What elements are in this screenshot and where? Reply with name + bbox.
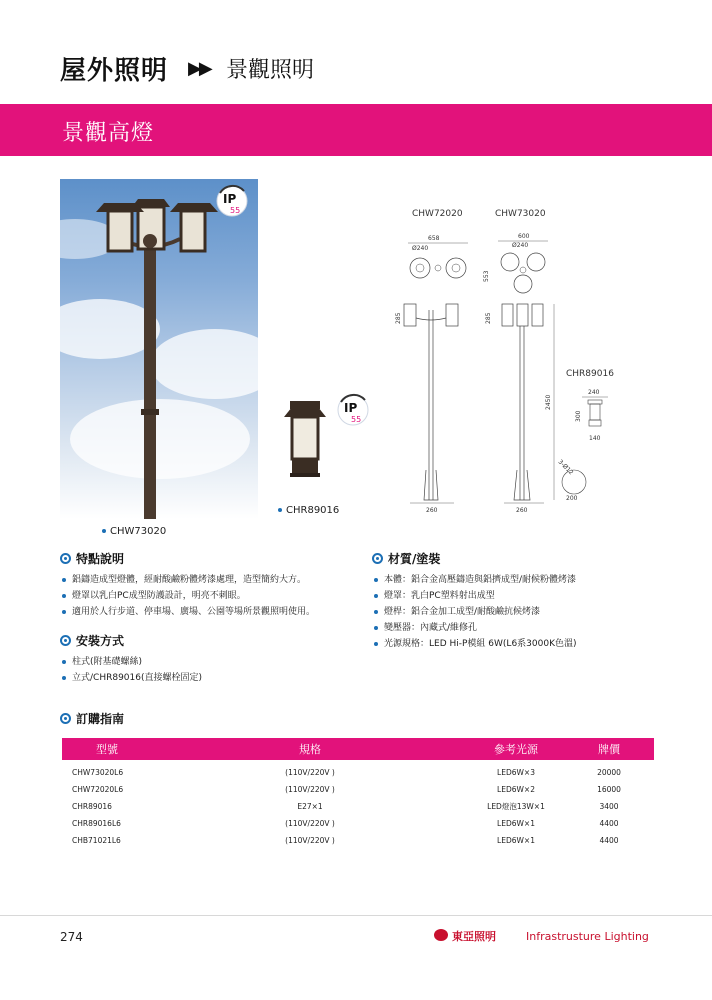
section-bullet-icon [60, 713, 71, 724]
dim-b-head: 285 [485, 312, 492, 324]
dim-height: 2450 [545, 394, 552, 410]
cell-price: 3400 [599, 802, 619, 811]
cell-price: 16000 [597, 785, 621, 794]
cell-spec: (110V/220V ) [285, 785, 335, 794]
dim-c-holes: 3-Ø12 [556, 458, 575, 477]
section-bullet-icon [60, 635, 71, 646]
dim-b-width: 600 [518, 233, 530, 240]
ip55-icon [335, 392, 371, 428]
cell-source: LED6W×1 [497, 819, 535, 828]
bullet-icon [62, 610, 66, 614]
install-list [62, 654, 362, 686]
cell-source: LED6W×2 [497, 785, 535, 794]
cell-source: LED燈泡13W×1 [487, 802, 545, 811]
cell-price: 4400 [599, 819, 619, 828]
cell-spec: (110V/220V ) [285, 836, 335, 845]
ip55-icon [214, 183, 250, 219]
svg-text:55: 55 [351, 415, 362, 424]
install-heading: 安裝方式 [60, 632, 124, 649]
bullet-icon [62, 660, 66, 664]
list-item: 柱式(附基礎螺絲) [62, 654, 362, 670]
dim-a-dia: Ø240 [412, 245, 429, 252]
svg-text:IP: IP [344, 401, 358, 415]
lamp-illustration [60, 179, 258, 519]
list-item: 燈桿：鋁合金加工成型/耐酸鹼抗候烤漆 [374, 604, 674, 620]
model-label-chw72020: CHW72020 [412, 209, 463, 219]
brand-logo-icon [434, 929, 448, 941]
footer-divider [0, 915, 712, 916]
bullet-icon [102, 529, 106, 533]
list-item: 本體：鋁合金高壓鑄造與鋁擠成型/耐候粉體烤漆 [374, 572, 674, 588]
list-item: 立式/CHR89016(直接螺栓固定) [62, 670, 362, 686]
dim-a-width: 658 [428, 235, 440, 242]
model-label-chr89016: CHR89016 [566, 369, 614, 379]
section-bullet-icon [372, 553, 383, 564]
dim-c-height: 300 [575, 410, 582, 422]
bullet-icon [374, 594, 378, 598]
materials-heading: 材質/塗裝 [372, 550, 440, 567]
table-row [62, 781, 654, 798]
svg-text:IP: IP [223, 192, 237, 206]
bullet-icon [62, 578, 66, 582]
brand-tagline: Infrastrusture Lighting [526, 930, 649, 943]
cell-model: CHR89016 [72, 802, 112, 811]
cell-model: CHB71021L6 [72, 836, 121, 845]
cell-spec: (110V/220V ) [285, 768, 335, 777]
photo-caption-text: CHW73020 [110, 526, 167, 537]
dim-b-dia: Ø240 [512, 242, 529, 249]
col-header-model: 型號 [62, 738, 152, 760]
cell-model: CHW72020L6 [72, 785, 124, 794]
cell-spec: (110V/220V ) [285, 819, 335, 828]
price-table [62, 738, 654, 849]
cell-source: LED6W×1 [497, 836, 535, 845]
features-list [62, 572, 362, 620]
cell-source: LED6W×3 [497, 768, 535, 777]
list-item: 燈罩：乳白PC塑料射出成型 [374, 588, 674, 604]
dim-c-body: 140 [589, 435, 601, 442]
col-header-spec: 規格 [152, 738, 468, 760]
dim-c-top: 240 [588, 389, 600, 396]
dim-a-base: 260 [426, 507, 438, 514]
brand-name: 東亞照明 [452, 930, 496, 943]
bullet-icon [62, 594, 66, 598]
breadcrumb-arrow-icon: ▶▶ [188, 58, 210, 79]
col-header-source: 參考光源 [468, 738, 564, 760]
list-item: 燈罩以乳白PC成型防護設計，明亮不刺眼。 [62, 588, 362, 604]
bullet-icon [374, 642, 378, 646]
bullet-icon [278, 508, 282, 512]
dim-b-base: 260 [516, 507, 528, 514]
materials-list [374, 572, 674, 652]
product-photo-chw73020 [60, 179, 258, 519]
list-item: 鋁鑄造成型燈體，經耐酸鹼粉體烤漆處理，造型簡約大方。 [62, 572, 362, 588]
svg-text:55: 55 [230, 206, 241, 215]
features-heading: 特點說明 [60, 550, 124, 567]
table-header-row [62, 738, 654, 760]
page-subcategory: 景觀照明 [226, 58, 315, 83]
page-category: 屋外照明 [60, 56, 169, 86]
cell-spec: E27×1 [297, 802, 323, 811]
table-row [62, 760, 654, 781]
table-row [62, 832, 654, 849]
page-number: 274 [60, 930, 83, 944]
col-header-price: 牌價 [564, 738, 654, 760]
cell-price: 4400 [599, 836, 619, 845]
table-row [62, 815, 654, 832]
table-row [62, 798, 654, 815]
photo-caption-text: CHR89016 [286, 505, 340, 516]
technical-drawing [390, 200, 650, 520]
order-heading: 訂購指南 [60, 710, 124, 727]
photo-caption-chw73020 [102, 526, 166, 537]
photo-caption-chr89016 [278, 505, 339, 516]
bullet-icon [374, 626, 378, 630]
list-item: 適用於人行步道、停車場、廣場、公園等場所景觀照明使用。 [62, 604, 362, 620]
dim-c-base: 200 [566, 495, 578, 502]
dim-a-head: 285 [395, 312, 402, 324]
section-title: 景觀高燈 [62, 121, 155, 146]
section-bullet-icon [60, 553, 71, 564]
cell-model: CHR89016L6 [72, 819, 121, 828]
bullet-icon [374, 610, 378, 614]
bullet-icon [62, 676, 66, 680]
model-label-chw73020: CHW73020 [495, 209, 546, 219]
bullet-icon [374, 578, 378, 582]
dim-b-depth: 553 [483, 270, 490, 282]
list-item: 變壓器：內藏式/維修孔 [374, 620, 674, 636]
cell-model: CHW73020L6 [72, 768, 124, 777]
list-item: 光源規格：LED Hi-P模組 6W(L6系3000K色溫) [374, 636, 674, 652]
cell-price: 20000 [597, 768, 621, 777]
